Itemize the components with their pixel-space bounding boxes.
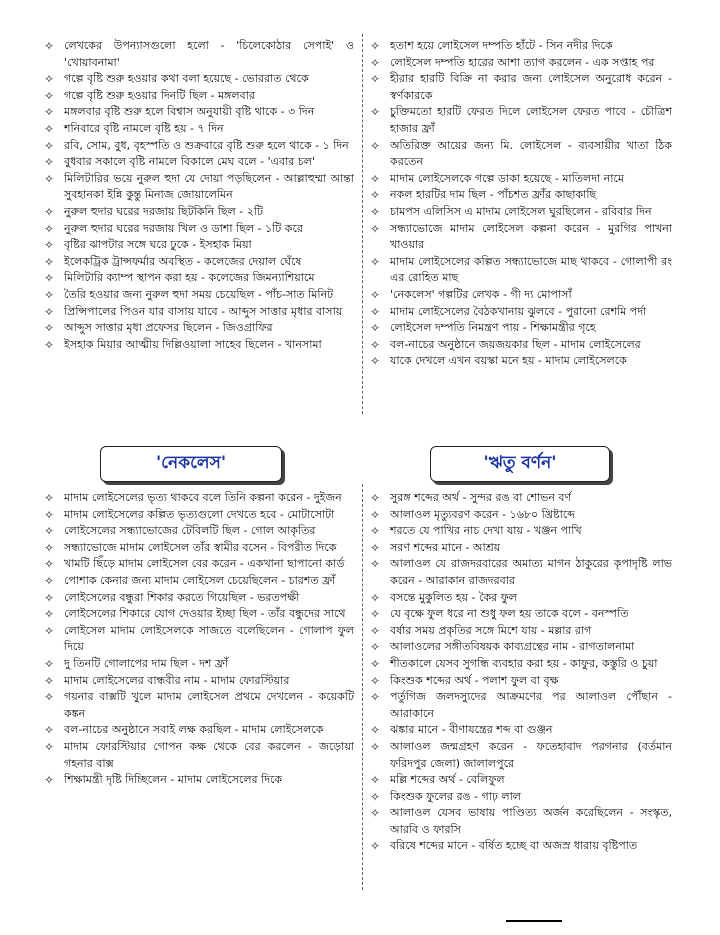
list-item [46, 204, 354, 221]
list-item [46, 337, 354, 354]
list-item [46, 606, 354, 623]
list-item [46, 540, 354, 557]
four-point-star-bullet-icon: ✧ [44, 105, 55, 120]
list-item-text: বুধবার সকালে বৃষ্টি নামলে বিকালে মেঘ বলে - 'এবার চল' [64, 155, 315, 169]
list-item-text: মিলিটারির ভয়ে নুরুল হুদা যে দোয়া পড়ছিলেন - আল্লাহুম্মা আন্তা সুবহানকা ইন্নি কুন্তু মিনাজ জোয়ালেমিন [64, 171, 354, 202]
four-point-star-bullet-icon: ✧ [370, 690, 381, 705]
four-point-star-bullet-icon: ✧ [370, 491, 381, 505]
list-item [46, 104, 354, 121]
list-item [372, 689, 672, 722]
four-point-star-bullet-icon: ✧ [44, 238, 55, 253]
list-item [46, 304, 354, 321]
list-item [372, 171, 672, 188]
list-item-text: লোইসেলের বন্ধুরা শিকার করতে গিয়েছিল - ভরতপক্ষী [64, 590, 300, 604]
four-point-star-bullet-icon: ✧ [370, 287, 381, 302]
list-item-text: গয়নার বাক্সটি খুলে মাদাম লোইসেল প্রথমে দেখলেন - কয়েকটি কঙ্কন [64, 690, 354, 720]
four-point-star-bullet-icon: ✧ [44, 557, 55, 572]
list-item-text: বসন্তে মুকুলিত হয় - কৈর ফুল [390, 590, 517, 604]
list-item-text: অতিরিক্ত আয়ের জন্য মি. লোইসেল - ব্যবসায়ীর খাতা ঠিক করতেন [390, 138, 672, 169]
list-item [372, 606, 672, 623]
list-item-text: পর্তুগিজ জলদস্যুদের আক্রমণের পর আলাওল পৌঁছান - আরাকানে [390, 690, 672, 720]
list-item [46, 490, 354, 507]
list-item-text: বল-নাচের অনুষ্ঠানে সবাই লক্ষ করছিল - মাদাম লোইসেলকে [64, 723, 324, 737]
list-item-text: আব্দুস সাত্তার মৃধা প্রফেসর ছিলেন - জিওগ্রাফির [64, 321, 273, 335]
list-item [372, 523, 672, 540]
list-item-text: সুরঙ্গ শব্দের অর্থ - সুন্দর রঙ বা শোভন বর্ণ [390, 491, 572, 504]
bottom-left-column [46, 490, 354, 789]
four-point-star-bullet-icon: ✧ [370, 204, 381, 219]
four-point-star-bullet-icon: ✧ [370, 105, 381, 120]
four-point-star-bullet-icon: ✧ [370, 806, 381, 821]
list-item-text: মাদাম লোইসেলের কল্পিত ভৃত্যগুলো দেখতে হবে - মোটাসোটা [64, 507, 335, 521]
four-point-star-bullet-icon: ✧ [370, 221, 381, 236]
list-item [46, 138, 354, 155]
four-point-star-bullet-icon: ✧ [44, 491, 55, 505]
four-point-star-bullet-icon: ✧ [370, 524, 381, 539]
list-item-text: ঝঙ্কার মানে - বীণাযন্ত্রের শব্দ বা গুঞ্জন [390, 723, 553, 737]
footer-rule [506, 920, 562, 922]
four-point-star-bullet-icon: ✧ [44, 271, 55, 286]
list-item [372, 507, 672, 524]
list-item [46, 270, 354, 287]
list-item [372, 623, 672, 640]
four-point-star-bullet-icon: ✧ [44, 623, 55, 638]
four-point-star-bullet-icon: ✧ [370, 354, 381, 369]
list-item-text: মাদাম লোইসেলের কল্পিত সন্ধ্যাভোজে মাছ থাকবে - গোলাপী রং এর রোহিত মাছ [390, 254, 672, 285]
list-item-text: আলাওলের সঙ্গীতবিষয়ক কাব্যগ্রন্থের নাম - রাগতালনামা [390, 640, 635, 654]
four-point-star-bullet-icon: ✧ [370, 138, 381, 153]
top-right-column [372, 38, 672, 370]
list-item-text: হতাশ হয়ে লোইসেল দম্পতি হাঁটে - সিন নদীর দিকে [390, 39, 613, 52]
list-item-text: মাদাম লোইসেলকে গল্পে ডাকা হয়েছে - মাতিলদা নামে [390, 171, 624, 185]
four-point-star-bullet-icon: ✧ [370, 39, 381, 53]
four-point-star-bullet-icon: ✧ [44, 88, 55, 103]
four-point-star-bullet-icon: ✧ [44, 321, 55, 336]
list-item-text: মল্লি শব্দের অর্থ - বেলিফুল [390, 773, 505, 787]
bottom-right-list [372, 490, 672, 855]
four-point-star-bullet-icon: ✧ [44, 723, 55, 738]
list-item [372, 287, 672, 304]
list-item [46, 254, 354, 271]
list-item-text: মাদাম লোইসেলের ভৃত্য থাকবে বলে তিনি কল্পনা করেন - দুইজন [64, 491, 342, 504]
list-item [46, 38, 354, 71]
list-item-text: লোইসেল দম্পতি নিমন্ত্রণ পায় - শিক্ষামন্ত্রীর গৃহে [390, 321, 596, 335]
four-point-star-bullet-icon: ✧ [44, 304, 55, 319]
list-item [372, 204, 672, 221]
column-divider-bottom [362, 484, 363, 890]
list-item [46, 573, 354, 590]
four-point-star-bullet-icon: ✧ [370, 590, 381, 605]
list-item-text: সন্ধ্যাভোজে মাদাম লোইসেল তাঁর স্বামীর বসেন - বিপরীত দিকে [64, 540, 337, 554]
list-item [46, 523, 354, 540]
list-item [372, 639, 672, 656]
list-item [46, 722, 354, 739]
list-item-text: ইলেকট্রিক ট্রান্সফর্মার অবস্থিত - কলেজের দেয়াল ঘেঁষে [64, 254, 302, 268]
list-item-text: কিংশুক ফুলের রঙ - গাঢ় লাল [390, 789, 521, 803]
bottom-right-column [372, 490, 672, 855]
list-item-text: খামটি ছিঁড়ে মাদাম লোইসেল বের করেন - একখানা ছাপানো কার্ড [64, 557, 345, 571]
list-item-text: পোশাক কেনার জন্য মাদাম লোইসেল চেয়েছিলেন - চারশত ফ্রাঁ [64, 573, 336, 587]
list-item-text: সরণ শব্দের মানে - আশ্রয় [390, 540, 501, 554]
four-point-star-bullet-icon: ✧ [44, 39, 55, 53]
section-heading-seasons: 'ঋতু বর্ণন' [430, 446, 610, 482]
list-item-text: নকল হারটির দাম ছিল - পাঁচশত ফ্রাঁর কাছাকাছি [390, 188, 597, 202]
top-left-column [46, 38, 354, 353]
list-item-text: প্রিন্সিপালের পিওন যার বাসায় যাবে - আব্দুস সাত্তার মৃধার বাসায় [64, 304, 343, 318]
list-item-text: মাদাম লোইসেলের বান্ধবীর নাম - মাদাম ফোরস্টিয়ার [64, 673, 290, 687]
list-item [46, 689, 354, 722]
list-item-text: বল-নাচের অনুষ্ঠানে জয়জয়কার ছিল - মাদাম লোইসেলের [390, 337, 641, 351]
four-point-star-bullet-icon: ✧ [44, 656, 55, 671]
list-item [372, 254, 672, 287]
four-point-star-bullet-icon: ✧ [44, 121, 55, 136]
list-item [372, 304, 672, 321]
four-point-star-bullet-icon: ✧ [370, 640, 381, 655]
list-item-text: শিক্ষামন্ত্রী দৃষ্টি দিচ্ছিলেন - মাদাম লোইসেলের দিকে [64, 773, 283, 787]
four-point-star-bullet-icon: ✧ [370, 789, 381, 804]
list-item [46, 287, 354, 304]
list-item [372, 673, 672, 690]
list-item-text: গল্পে বৃষ্টি শুরু হওয়ার দিনটি ছিল - মঙ্গলবার [64, 88, 255, 102]
four-point-star-bullet-icon: ✧ [44, 607, 55, 622]
list-item-text: বরিষে শব্দের মানে - বর্ষিত হচ্ছে বা অজস্র ধারায় বৃষ্টিপাত [390, 839, 638, 853]
four-point-star-bullet-icon: ✧ [44, 739, 55, 754]
list-item [46, 590, 354, 607]
four-point-star-bullet-icon: ✧ [370, 171, 381, 186]
list-item-text: চুক্তিমতো হারটি ফেরত দিলে লোইসেল ফেরত পাবে - চৌত্রিশ হাজার ফ্রাঁ [390, 105, 672, 135]
list-item [46, 154, 354, 171]
list-item-text: কিংশুক শব্দের অর্থ - পলাশ ফুল বা বৃক্ষ [390, 673, 559, 687]
four-point-star-bullet-icon: ✧ [44, 507, 55, 522]
four-point-star-bullet-icon: ✧ [44, 254, 55, 269]
list-item [372, 540, 672, 557]
list-item [46, 656, 354, 673]
list-item-text: যাকে দেখলে এখন বয়স্কা মনে হয় - মাদাম লোইসেলকে [390, 354, 627, 368]
four-point-star-bullet-icon: ✧ [44, 590, 55, 605]
list-item-text: ইসহাক মিয়ার আত্মীয় দিল্লিওয়ালা সাহেব ছিলেন - খানসামা [64, 337, 322, 351]
list-item [46, 88, 354, 105]
four-point-star-bullet-icon: ✧ [370, 673, 381, 688]
bottom-left-list [46, 490, 354, 789]
list-item-text: শীতকালে যেসব সুগন্ধি ব্যবহার করা হয় - কাফুর, কস্তুরি ও চুয়া [390, 656, 658, 670]
list-item [372, 838, 672, 855]
list-item [372, 221, 672, 254]
top-left-list [46, 38, 354, 353]
four-point-star-bullet-icon: ✧ [44, 287, 55, 302]
list-item-text: লোইসেল মাদাম লোইসেলকে সাজতে বলেছিলেন - গোলাপ ফুল দিয়ে [64, 623, 354, 654]
list-item-text: তৈরি হওয়ার জন্য নুরুল হুদা সময় চেয়েছিল - পাঁচ-সাত মিনিট [64, 287, 334, 301]
four-point-star-bullet-icon: ✧ [44, 171, 55, 186]
four-point-star-bullet-icon: ✧ [370, 623, 381, 638]
list-item-text: মাদাম ফোরস্টিয়ার গোপন কক্ষ থেকে বের করলেন - জড়োয়া গহনার বাক্স [64, 739, 354, 770]
list-item-text: যে বৃক্ষে ফুল ধরে না শুধু ফল হয় তাকে বলে - বনস্পতি [390, 607, 629, 621]
list-item-text: মিলিটারি ক্যাম্প স্থাপন করা হয় - কলেজের জিমন্যাশিয়ামে [64, 271, 315, 285]
list-item-text: দু তিনটি গোলাপের দাম ছিল - দশ ফ্রাঁ [64, 656, 229, 670]
four-point-star-bullet-icon: ✧ [44, 221, 55, 236]
four-point-star-bullet-icon: ✧ [370, 773, 381, 788]
column-divider-top [362, 34, 363, 414]
four-point-star-bullet-icon: ✧ [370, 304, 381, 319]
list-item [46, 237, 354, 254]
four-point-star-bullet-icon: ✧ [370, 507, 381, 522]
list-item [46, 171, 354, 204]
list-item-text: রবি, সোম, বুধ, বৃহস্পতি ও শুক্রবারে বৃষ্টি শুরু হলে থাকে - ১ দিন [64, 138, 349, 152]
list-item-text: শনিবারে বৃষ্টি নামলে বৃষ্টি হয় - ৭ দিন [64, 121, 224, 135]
list-item-text: চামপস এলিসিস এ মাদাম লোইসেল ঘুরছিলেন - রবিবার দিন [390, 204, 652, 218]
four-point-star-bullet-icon: ✧ [44, 773, 55, 788]
four-point-star-bullet-icon: ✧ [370, 656, 381, 671]
list-item [372, 353, 672, 370]
list-item-text: লোইসেলের সন্ধ্যাভোজের টেবিলটি ছিল - গোল আকৃতির [64, 524, 316, 538]
list-item-text: লোইসেল দম্পতি হারের আশা ত্যাগ করলেন - এক সপ্তাহ পর [390, 55, 655, 69]
list-item [372, 656, 672, 673]
list-item-text: গল্পে বৃষ্টি শুরু হওয়ার কথা বলা হয়েছে - ভোররাত থেকে [64, 72, 309, 86]
list-item [372, 320, 672, 337]
list-item [46, 507, 354, 524]
list-item [372, 104, 672, 137]
four-point-star-bullet-icon: ✧ [44, 524, 55, 539]
list-item [46, 772, 354, 789]
list-item [46, 556, 354, 573]
four-point-star-bullet-icon: ✧ [44, 690, 55, 705]
list-item [372, 805, 672, 838]
four-point-star-bullet-icon: ✧ [44, 72, 55, 87]
list-item-text: বর্ষার সময় প্রকৃতির সঙ্গে মিশে যায় - মল্লার রাগ [390, 623, 592, 637]
four-point-star-bullet-icon: ✧ [44, 540, 55, 555]
list-item [372, 789, 672, 806]
list-item [46, 673, 354, 690]
four-point-star-bullet-icon: ✧ [370, 607, 381, 622]
list-item [46, 71, 354, 88]
list-item [46, 221, 354, 238]
list-item-text: বৃষ্টির ঝাপটার সঙ্গে ঘরে ঢুকে - ইসহাক মিয়া [64, 238, 252, 252]
list-item [46, 739, 354, 772]
list-item-text: মঙ্গলবার বৃষ্টি শুরু হলে বিশ্বাস অনুযায়ী বৃষ্টি থাকে - ৩ দিন [64, 105, 315, 119]
list-item [46, 320, 354, 337]
list-item-text: নুরুল হুদার ঘরের দরজায় ছিটকিনি ছিল - ২টি [64, 204, 264, 218]
list-item-text: আলাওল যে রাজদরবারের অমাত্য মাগন ঠাকুরের কৃপাদৃষ্টি লাভ করেন - আরাকান রাজদরবার [390, 557, 672, 587]
four-point-star-bullet-icon: ✧ [370, 839, 381, 854]
list-item-text: লোইসেলের শিকারে যোগ দেওয়ার ইচ্ছা ছিল - তাঁর বন্ধুদের সাথে [64, 607, 346, 621]
list-item-text: আলাওল যেসব ভাষায় পাণ্ডিত্য অর্জন করেছিলেন - সংস্কৃত, আরবি ও ফারসি [390, 806, 672, 836]
list-item-text: লেখকের উপন্যাসগুলো হলো - 'চিলেকোঠার সেপাই' ও 'খোয়াবনামা' [64, 39, 354, 69]
list-item [372, 490, 672, 507]
four-point-star-bullet-icon: ✧ [370, 254, 381, 269]
list-item-text: আলাওল মৃত্যুবরণ করেন - ১৬৮০ খ্রিষ্টাব্দে [390, 507, 575, 521]
four-point-star-bullet-icon: ✧ [370, 321, 381, 336]
list-item [372, 138, 672, 171]
list-item [372, 590, 672, 607]
list-item-text: 'নেকলেস' গল্পটির লেখক - গী দ্য মোপাসাঁ [390, 287, 572, 301]
four-point-star-bullet-icon: ✧ [370, 540, 381, 555]
four-point-star-bullet-icon: ✧ [44, 155, 55, 170]
list-item [46, 623, 354, 656]
four-point-star-bullet-icon: ✧ [44, 138, 55, 153]
four-point-star-bullet-icon: ✧ [44, 204, 55, 219]
four-point-star-bullet-icon: ✧ [44, 337, 55, 352]
four-point-star-bullet-icon: ✧ [370, 72, 381, 87]
list-item [372, 772, 672, 789]
list-item-text: নুরুল হুদার ঘরের দরজায় খিল ও ডাশা ছিল - ১টি করে [64, 221, 303, 235]
four-point-star-bullet-icon: ✧ [370, 723, 381, 738]
list-item-text: হীরার হারটি বিক্রি না করার জন্য লোইসেল অনুরোধ করেন - স্বর্ণকারকে [390, 72, 672, 102]
four-point-star-bullet-icon: ✧ [370, 557, 381, 572]
list-item [372, 38, 672, 55]
list-item [372, 337, 672, 354]
list-item [372, 556, 672, 589]
top-right-list [372, 38, 672, 370]
list-item [46, 121, 354, 138]
four-point-star-bullet-icon: ✧ [44, 573, 55, 588]
list-item-text: আলাওল জন্মগ্রহণ করেন - ফতেহাবাদ পরগনার (বর্তমান ফরিদপুর জেলা) জালালপুরে [390, 739, 672, 770]
list-item [372, 55, 672, 72]
list-item [372, 187, 672, 204]
four-point-star-bullet-icon: ✧ [370, 739, 381, 754]
list-item [372, 739, 672, 772]
list-item [372, 71, 672, 104]
section-heading-necklace: 'নেকলেস' [100, 446, 282, 482]
list-item [372, 722, 672, 739]
four-point-star-bullet-icon: ✧ [370, 337, 381, 352]
list-item-text: মাদাম লোইসেলের বৈঠকখানায় ঝুলবে - পুরানো রেশমি পর্দা [390, 304, 647, 318]
four-point-star-bullet-icon: ✧ [370, 55, 381, 70]
list-item-text: শরতে যে পাখির নাচ দেখা যায় - খঞ্জন পাখি [390, 524, 582, 538]
list-item-text: সন্ধ্যাভোজে মাদাম লোইসেল কল্পনা করেন - মুরগির পাখনা খাওয়ার [390, 221, 672, 252]
four-point-star-bullet-icon: ✧ [44, 673, 55, 688]
four-point-star-bullet-icon: ✧ [370, 188, 381, 203]
